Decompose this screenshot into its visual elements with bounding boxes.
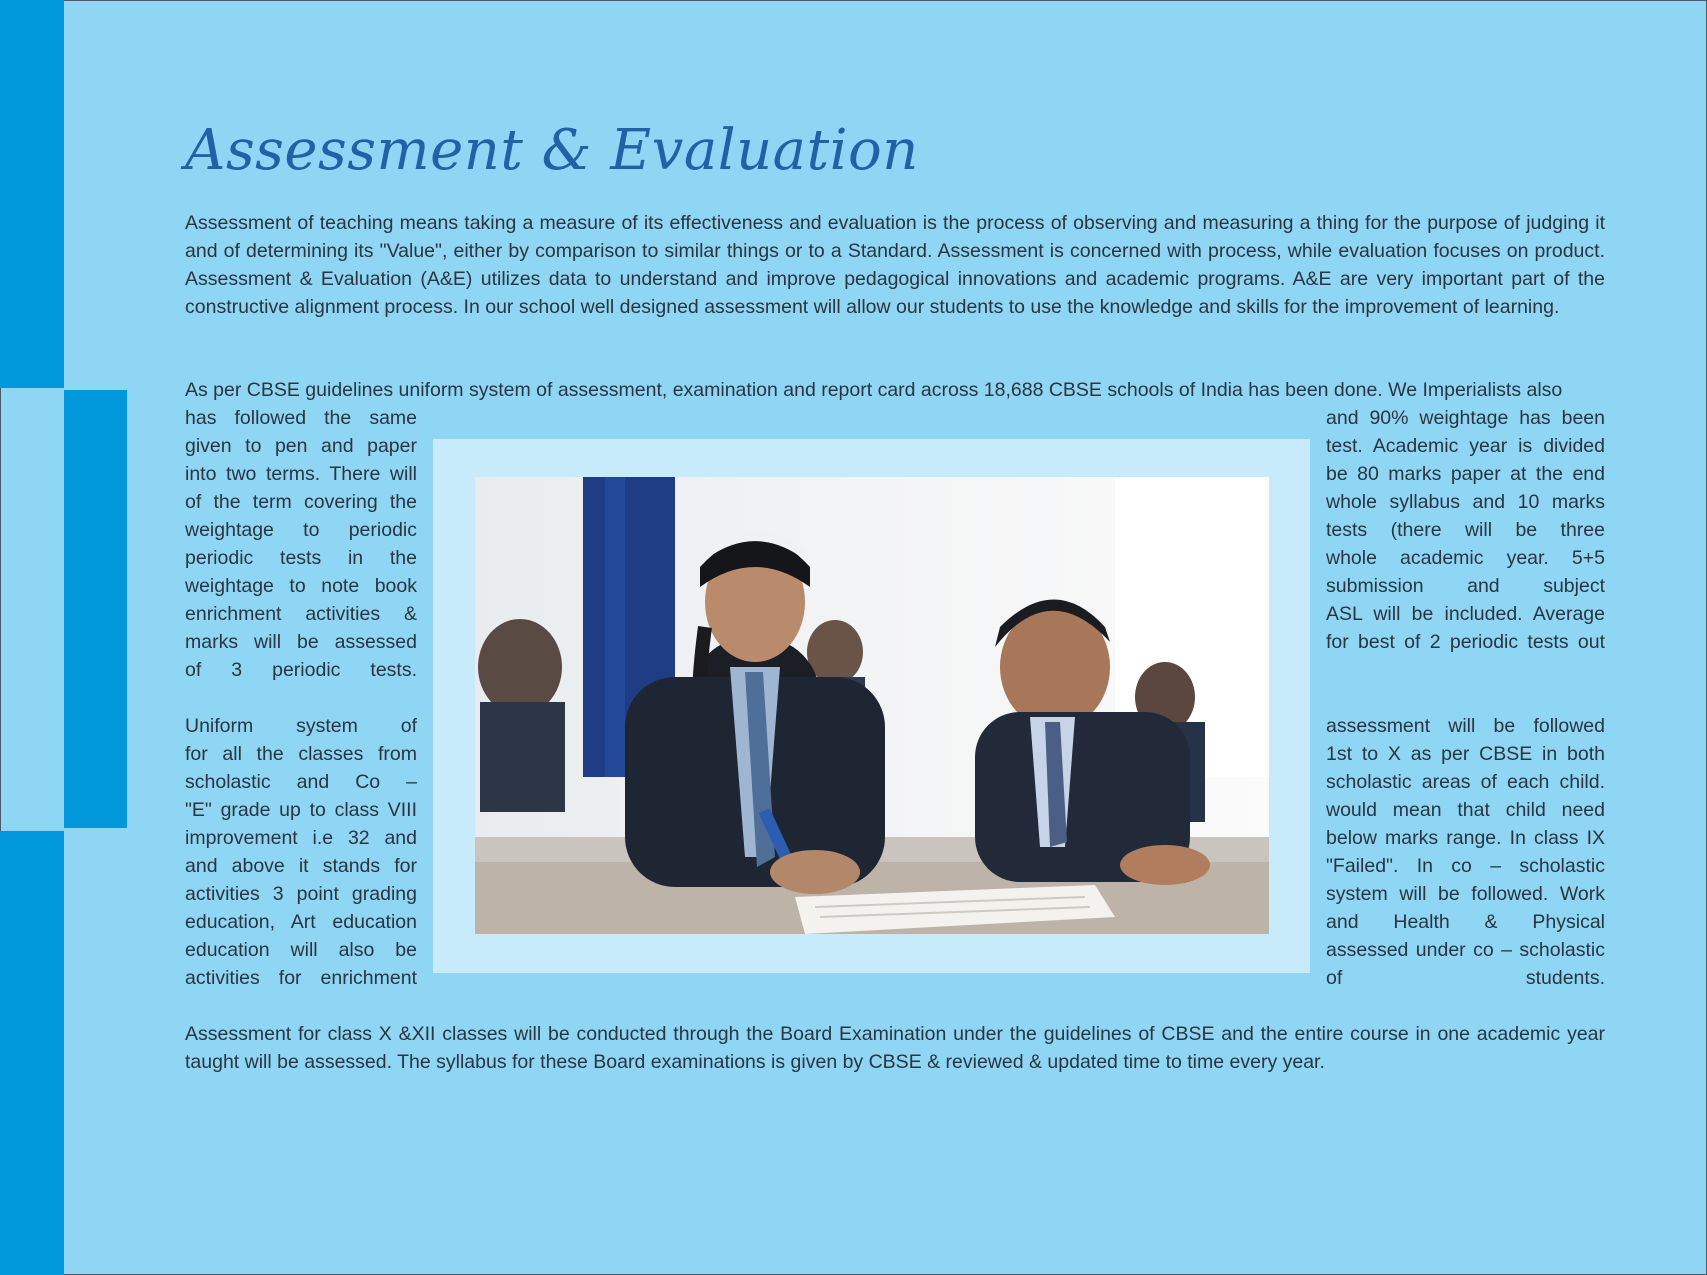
text-line: for best of 2 periodic tests out	[1326, 631, 1605, 653]
text-line: whole academic year. 5+5	[1326, 547, 1605, 569]
text-line: Uniform system of	[185, 715, 417, 737]
text-line: of the term covering the	[185, 491, 417, 513]
text-line: scholastic areas of each child.	[1326, 771, 1605, 793]
left-accent-bar-middle	[64, 390, 127, 828]
text-line: submission and subject	[1326, 575, 1605, 597]
text-line: periodic tests in the	[185, 547, 417, 569]
intro-paragraph: Assessment of teaching means taking a measure of its effectiveness and evaluation is the process of observing and measuring a thing for the purpose of judging it and of determining its "Value", either by comparison to similar things or to a Standard. Assessment is concerned with process, while evaluation focuses on product. Assessment & Evaluation (A&E) utilizes data to understand and improve pedagogical innovations and academic programs. A&E are very important part of the constructive alignment process. In our school well designed assessment will allow our students to use the knowledge and skills for the improvement of learning.	[185, 212, 1605, 318]
text-line: given to pen and paper	[185, 435, 417, 457]
text-line: "Failed". In co – scholastic	[1326, 855, 1605, 877]
text-line: activities 3 point grading	[185, 883, 417, 905]
text-line: scholastic and Co –	[185, 771, 417, 793]
text-line: assessed under co – scholastic	[1326, 939, 1605, 961]
text-line: weightage to periodic	[185, 519, 417, 541]
text-line: enrichment activities &	[185, 603, 417, 625]
text-line: be 80 marks paper at the end	[1326, 463, 1605, 485]
page-title: Assessment & Evaluation	[185, 118, 919, 183]
text-line: and Health & Physical	[1326, 911, 1605, 933]
text-line: test. Academic year is divided	[1326, 435, 1605, 457]
left-accent-bar-bottom	[0, 831, 64, 1275]
text-line: improvement i.e 32 and	[185, 827, 417, 849]
cbse-lead-paragraph: As per CBSE guidelines uniform system of assessment, examination and report card across 18,688 CBSE schools of India has been done. We Imperialists also	[185, 379, 1563, 401]
text-line: of 3 periodic tests.	[185, 659, 417, 681]
text-line: tests (there will be three	[1326, 519, 1605, 541]
closing-paragraph: Assessment for class X &XII classes will be conducted through the Board Examination under the guidelines of CBSE and the entire course in one academic year taught will be assessed. The syllabus for these Board examinations is given by CBSE & reviewed & updated time to time every year.	[185, 1023, 1605, 1073]
text-line: and above it stands for	[185, 855, 417, 877]
text-line: ASL will be included. Average	[1326, 603, 1605, 625]
text-line: activities for enrichment	[185, 967, 417, 989]
text-line: education, Art education	[185, 911, 417, 933]
right-column-block-1	[1326, 404, 1605, 656]
text-line: "E" grade up to class VIII	[185, 799, 417, 821]
text-line: would mean that child need	[1326, 799, 1605, 821]
text-line: assessment will be followed	[1326, 715, 1605, 737]
text-line: and 90% weightage has been	[1326, 407, 1605, 429]
text-line: weightage to note book	[185, 575, 417, 597]
text-line: into two terms. There will	[185, 463, 417, 485]
right-column-block-2	[1326, 712, 1605, 992]
text-line: marks will be assessed	[185, 631, 417, 653]
text-line: below marks range. In class IX	[1326, 827, 1605, 849]
text-line: of students.	[1326, 967, 1605, 989]
left-accent-bar-top	[0, 0, 64, 388]
classroom-photo	[475, 477, 1269, 934]
left-column-block-2	[185, 712, 417, 992]
text-line: education will also be	[185, 939, 417, 961]
text-line: has followed the same	[185, 407, 417, 429]
text-line: 1st to X as per CBSE in both	[1326, 743, 1605, 765]
text-line: system will be followed. Work	[1326, 883, 1605, 905]
text-line: whole syllabus and 10 marks	[1326, 491, 1605, 513]
text-line: for all the classes from	[185, 743, 417, 765]
left-column-block-1	[185, 404, 417, 684]
